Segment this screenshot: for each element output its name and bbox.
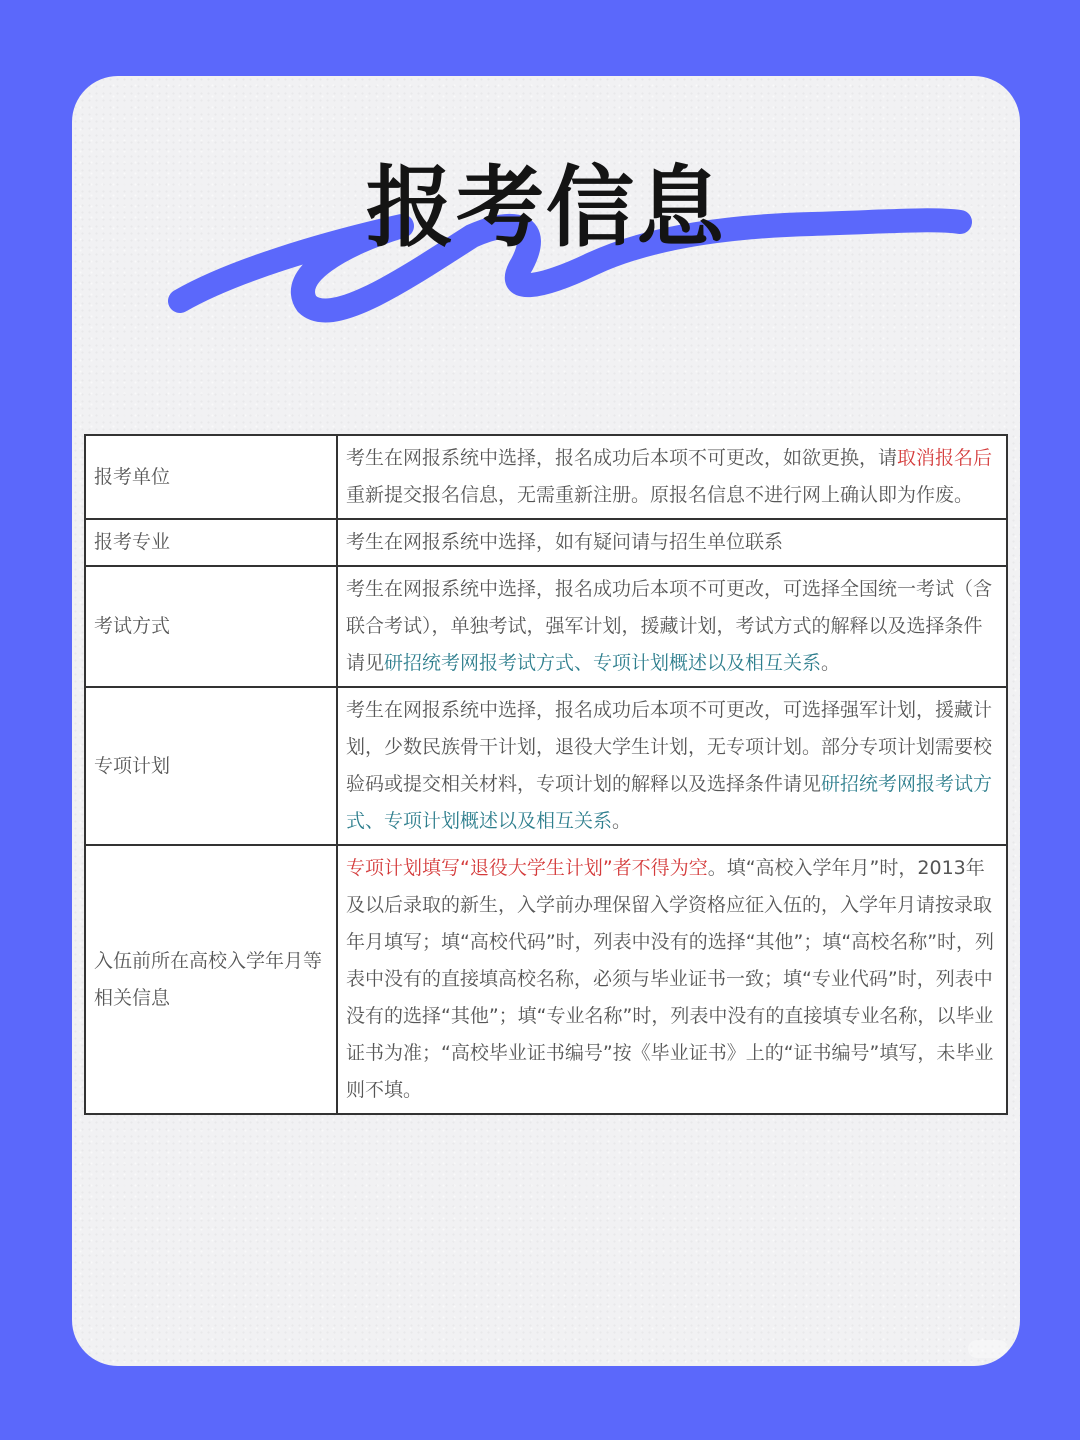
content-text: 。填“高校入学年月”时，2013年及以后录取的新生，入学前办理保留入学资格应征入伍的，入学年月请按录取年月填写；填“高校代码”时，列表中没有的选择“其他”；填“高校名称”时，列表中没有的直接填高校名称，必须与毕业证书一致；填“专业代码”时，列表中没有的选择“其他”；填“专业名称”时，列表中没有的直接填专业名称，以毕业证书为准；“高校毕业证书编号”按《毕业证书》上的“证书编号”填写，未毕业则不填。 xyxy=(346,857,995,1101)
content-text: 考生在网报系统中选择，报名成功后本项不可更改，可选择强军计划，援藏计划，少数民族骨干计划，退役大学生计划，无专项计划。部分专项计划需要校验码或提交相关材料，专项计划的解释以及选择条件请见 xyxy=(346,699,993,795)
reference-link[interactable]: 研招统考网报考试方式、专项计划概述以及相互关系 xyxy=(384,652,822,674)
table-row xyxy=(85,519,1007,566)
content-card xyxy=(72,76,1020,1366)
row-content xyxy=(337,566,1007,687)
content-text: 重新提交报名信息，无需重新注册。原报名信息不进行网上确认即为作废。 xyxy=(346,484,974,506)
table-row xyxy=(85,845,1007,1114)
table-row xyxy=(85,566,1007,687)
row-label: 入伍前所在高校入学年月等相关信息 xyxy=(85,845,337,1114)
highlight-text: 取消报名后 xyxy=(897,447,993,469)
reference-link[interactable]: 研招统考网报考试方式、专项计划概述以及相互关系 xyxy=(346,773,993,832)
table-row xyxy=(85,687,1007,845)
table-row xyxy=(85,435,1007,519)
content-text: 。 xyxy=(612,810,632,832)
row-content xyxy=(337,845,1007,1114)
row-label: 考试方式 xyxy=(85,566,337,687)
info-table xyxy=(84,434,1008,1115)
row-label: 报考单位 xyxy=(85,435,337,519)
row-content xyxy=(337,687,1007,845)
content-text: 考生在网报系统中选择，如有疑问请与招生单位联系 xyxy=(346,531,784,553)
content-text: 。 xyxy=(821,652,841,674)
page-title: 报考信息 xyxy=(365,156,726,259)
row-label: 专项计划 xyxy=(85,687,337,845)
content-text: 考生在网报系统中选择，报名成功后本项不可更改，可选择全国统一考试（含联合考试），单独考试，强军计划，援藏计划，考试方式的解释以及选择条件请见 xyxy=(346,578,993,674)
watermark xyxy=(968,1340,1008,1358)
row-content xyxy=(337,519,1007,566)
row-content xyxy=(337,435,1007,519)
highlight-text: 专项计划填写“退役大学生计划”者不得为空 xyxy=(346,857,708,879)
content-text: 考生在网报系统中选择，报名成功后本项不可更改，如欲更换，请 xyxy=(346,447,898,469)
row-label: 报考专业 xyxy=(85,519,337,566)
